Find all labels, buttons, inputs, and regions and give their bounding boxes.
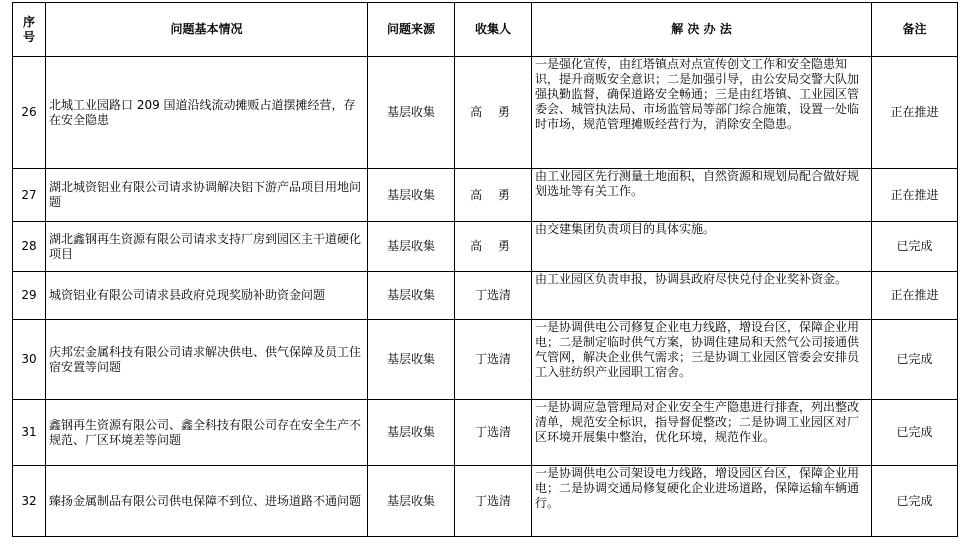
problem-source: 基层收集 [368,57,455,169]
collector: 高 勇 [455,57,532,169]
header-description: 问题基本情况 [46,3,368,57]
note-status: 已完成 [872,222,958,272]
problem-description: 湖北城资铝业有限公司请求协调解决铝下游产品项目用地问题 [46,169,368,222]
note-status: 已完成 [872,400,958,466]
collector: 丁选清 [455,400,532,466]
problem-description: 北城工业园路口 209 国道沿线流动摊贩占道摆摊经营，存在安全隐患 [46,57,368,169]
note-status: 正在推进 [872,57,958,169]
table-row [13,466,958,537]
table-row [13,400,958,466]
table-row [13,169,958,222]
problem-source: 基层收集 [368,272,455,320]
table-row [13,272,958,320]
row-number: 32 [13,466,46,537]
row-number: 31 [13,400,46,466]
solution: 一是协调供电公司修复企业电力线路，增设台区，保障企业用电；二是制定临时供气方案，协调住建局和天然气公司接通供气管网，解决企业供气需求；三是协调工业园区管委会安排员工入驻纺织产业园职工宿舍。 [532,320,872,400]
note-status: 已完成 [872,466,958,537]
table-row [13,320,958,400]
note-status: 正在推进 [872,169,958,222]
collector: 丁选清 [455,272,532,320]
table-header-row [13,3,958,57]
collector: 高 勇 [455,222,532,272]
problem-source: 基层收集 [368,400,455,466]
table-row [13,57,958,169]
row-number: 27 [13,169,46,222]
solution: 由工业园区先行测量土地面积，自然资源和规划局配合做好规划选址等有关工作。 [532,169,872,222]
row-number: 26 [13,57,46,169]
collector: 丁选清 [455,320,532,400]
row-number: 29 [13,272,46,320]
problem-description: 庆邦宏金属科技有限公司请求解决供电、供气保障及员工住宿安置等问题 [46,320,368,400]
header-solution: 解 决 办 法 [532,3,872,57]
problem-source: 基层收集 [368,222,455,272]
note-status: 已完成 [872,320,958,400]
header-seq-char: 号 [22,29,35,44]
solution: 一是协调应急管理局对企业安全生产隐患进行排查，列出整改清单，规范安全标识，指导督促整改；二是协调工业园区对厂区环境开展集中整治，优化环境，规范作业。 [532,400,872,466]
problem-description: 城资铝业有限公司请求县政府兑现奖励补助资金问题 [46,272,368,320]
header-seq-char: 序 [22,14,35,29]
header-note: 备注 [872,3,958,57]
row-number: 30 [13,320,46,400]
header-source: 问题来源 [368,3,455,57]
problem-source: 基层收集 [368,466,455,537]
collector: 丁选清 [455,466,532,537]
problem-source: 基层收集 [368,320,455,400]
issues-table [12,2,958,537]
problem-description: 湖北鑫钢再生资源有限公司请求支持厂房到园区主干道硬化项目 [46,222,368,272]
problem-description: 臻扬金属制品有限公司供电保障不到位、进场道路不通问题 [46,466,368,537]
row-number: 28 [13,222,46,272]
solution: 由交建集团负责项目的具体实施。 [532,222,872,272]
header-collector: 收集人 [455,3,532,57]
solution: 由工业园区负责申报，协调县政府尽快兑付企业奖补资金。 [532,272,872,320]
header-seq [13,3,46,57]
table-row [13,222,958,272]
problem-description: 鑫钢再生资源有限公司、鑫全科技有限公司存在安全生产不规范、厂区环境差等问题 [46,400,368,466]
note-status: 正在推进 [872,272,958,320]
collector: 高 勇 [455,169,532,222]
problem-source: 基层收集 [368,169,455,222]
solution: 一是协调供电公司架设电力线路，增设园区台区，保障企业用电；二是协调交通局修复硬化企业进场道路，保障运输车辆通行。 [532,466,872,537]
solution: 一是强化宣传，由红塔镇点对点宣传创文工作和安全隐患知识，提升商贩安全意识；二是加强引导，由公安局交警大队加强执勤监督，确保道路安全畅通；三是由红塔镇、工业园区管委会、城管执法局、市场监管局等部门综合施策，设置一处临时市场，规范管理摊贩经营行为，消除安全隐患。 [532,57,872,169]
